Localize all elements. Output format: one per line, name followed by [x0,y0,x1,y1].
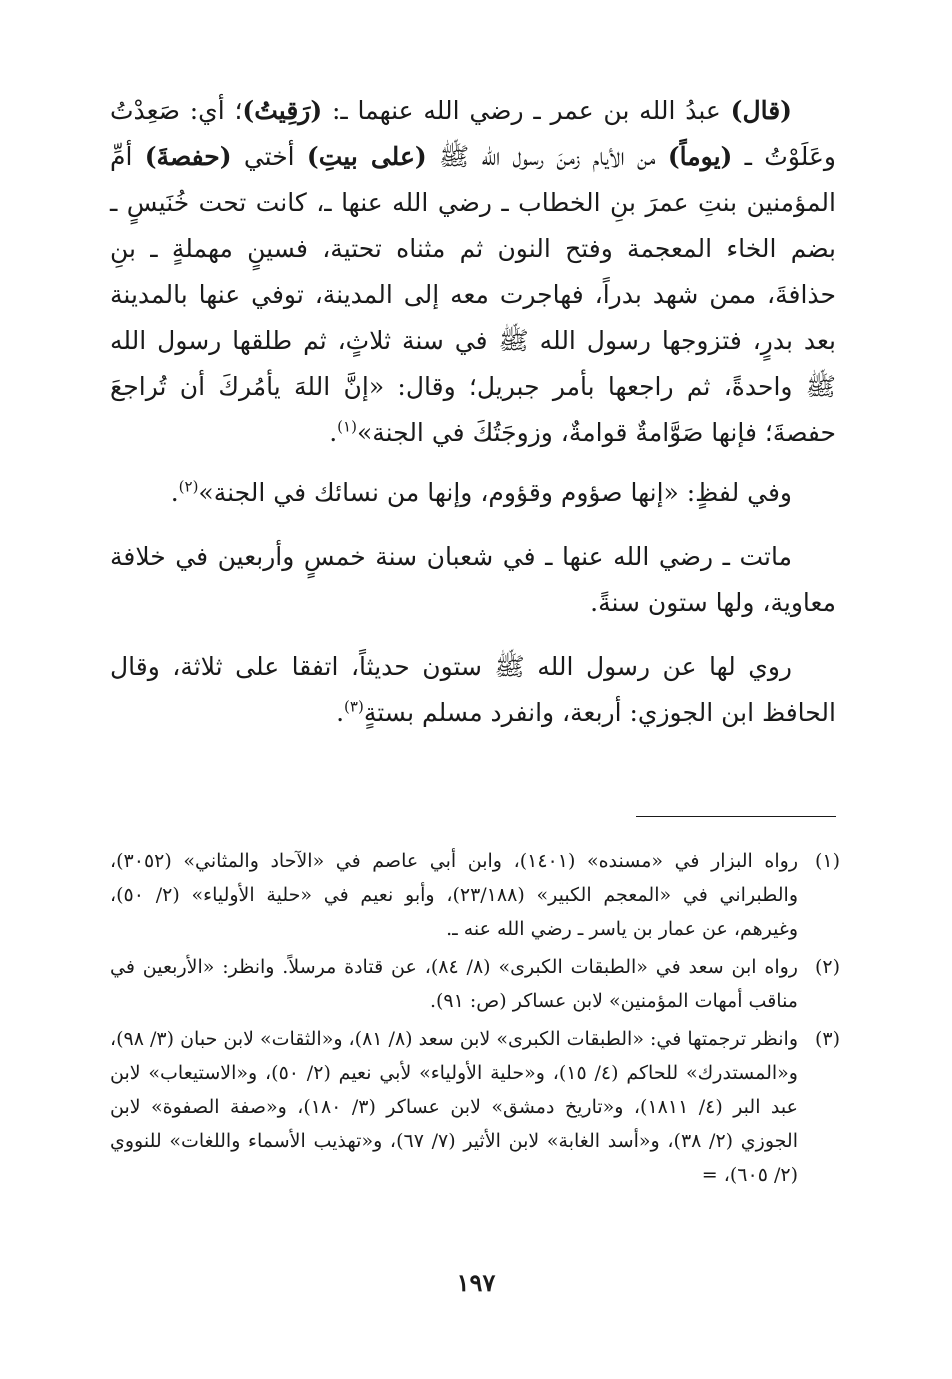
paragraph-death [110,534,836,626]
footnote-separator [636,816,836,817]
text-span: ؛ أي: صَعِدْتُ وعَلَوْتُ ـ [110,96,837,171]
text-span: وفي لفظٍ: «إنها صؤوم وقؤوم، وإنها من نسائك في الجنة» [198,478,792,507]
footnote-ref-2[interactable]: (٢) [178,477,199,496]
paragraph-other-wording [110,470,836,516]
text-span: عبدُ الله بن عمر ـ رضي الله عنهما ـ: [322,96,731,125]
footnote-3 [110,1022,840,1192]
footnote-text: رواه ابن سعد في «الطبقات الكبرى» (٨/ ٨٤)، عن قتادة مرسلاً. وانظر: «الأربعين في مناقب أمهات المؤمنين» لابن عساكر (ص: ٩١). [110,956,798,1012]
text-span: ماتت ـ رضي الله عنها ـ في شعبان سنة خمسٍ وأربعين في خلافة معاوية، ولها ستون سنةً. [110,542,836,617]
quoted-term-raqitu: (رَقِيتُ) [242,96,323,125]
paragraph-hafsa-bio [110,88,836,456]
text-span: . [336,698,345,727]
text-span: أختي [231,142,307,171]
footnote-number: (١) [814,850,840,872]
text-span: . [329,418,338,447]
paragraph-narrations [110,644,836,736]
text-span: . [170,478,179,507]
footnote-text: وانظر ترجمتها في: «الطبقات الكبرى» لابن سعد (٨/ ٨١)، و«الثقات» لابن حبان (٣/ ٩٨)، و«المستدرك» للحاكم (٤/ ١٥)، و«حلية الأولياء» لأبي نعيم (٢/ ٥٠)، و«الاستيعاب» لابن عبد البر (٤/ ١٨١١)، و«تاريخ دمشق» لابن عساكر (٣/ ١٨٠)، و«صفة الصفوة» لابن الجوزي (٢/ ٣٨)، و«أسد الغابة» لابن الأثير (٧/ ٦٧)، و«تهذيب الأسماء واللغات» للنووي (٢/ ٦٠٥)، = [110,1028,798,1186]
footnote-number: (٢) [814,956,840,978]
text-span: أمِّ المؤمنين بنتِ عمرَ بنِ الخطاب ـ رضي الله عنها ـ، كانت تحت خُنَيسٍ ـ بضم الخاء المعجمة وفتح النون ثم مثناه تحتية، فسينٍ مهملةٍ ـ بنِ حذافةَ، ممن شهد بدراً، فهاجرت معه إلى المدينة، توفي عنها بالمدينة بعد بدرٍ، فتزوجها رسول الله ﷺ في سنة ثلاثٍ، ثم طلقها رسول الله ﷺ واحدةً، ثم راجعها بأمر جبريل؛ وقال: «إنَّ اللهَ يأمُركَ أن تُراجعَ حفصةَ؛ فإنها صَوَّامةٌ قوامةٌ، وزوجَتُكَ في الجنة» [110,142,836,447]
main-text [110,88,836,754]
footnote-1 [110,844,840,946]
text-span: روي لها عن رسول الله ﷺ ستون حديثاً، اتفقا على ثلاثة، وقال الحافظ ابن الجوزي: أربعة، وانفرد مسلم بستةٍ [110,652,836,727]
footnote-ref-3[interactable]: (٣) [344,697,364,716]
footnote-number: (٣) [814,1028,840,1050]
text-span: من الأيام زمنَ رسول الله ﷺ [426,142,668,171]
footnotes [110,844,840,1196]
quoted-term-hafsa: (حفصةَ) [144,142,232,171]
footnote-ref-1[interactable]: (١) [337,417,357,436]
quoted-term-yawman: (يوماً) [667,142,733,171]
footnote-text: رواه البزار في «مسنده» (١٤٠١)، وابن أبي عاصم في «الآحاد والمثاني» (٣٠٥٢)، والطبراني في «المعجم الكبير» (٢٣/١٨٨)، وأبو نعيم في «حلية الأولياء» (٢/ ٥٠)، وغيرهم، عن عمار بن ياسر ـ رضي الله عنه ـ. [110,850,798,940]
quoted-term-qala: (قال) [730,96,792,125]
quoted-term-ala-bayt: (على بيتِ) [306,142,427,171]
page-number: ١٩٧ [456,1268,496,1297]
footnote-2 [110,950,840,1018]
